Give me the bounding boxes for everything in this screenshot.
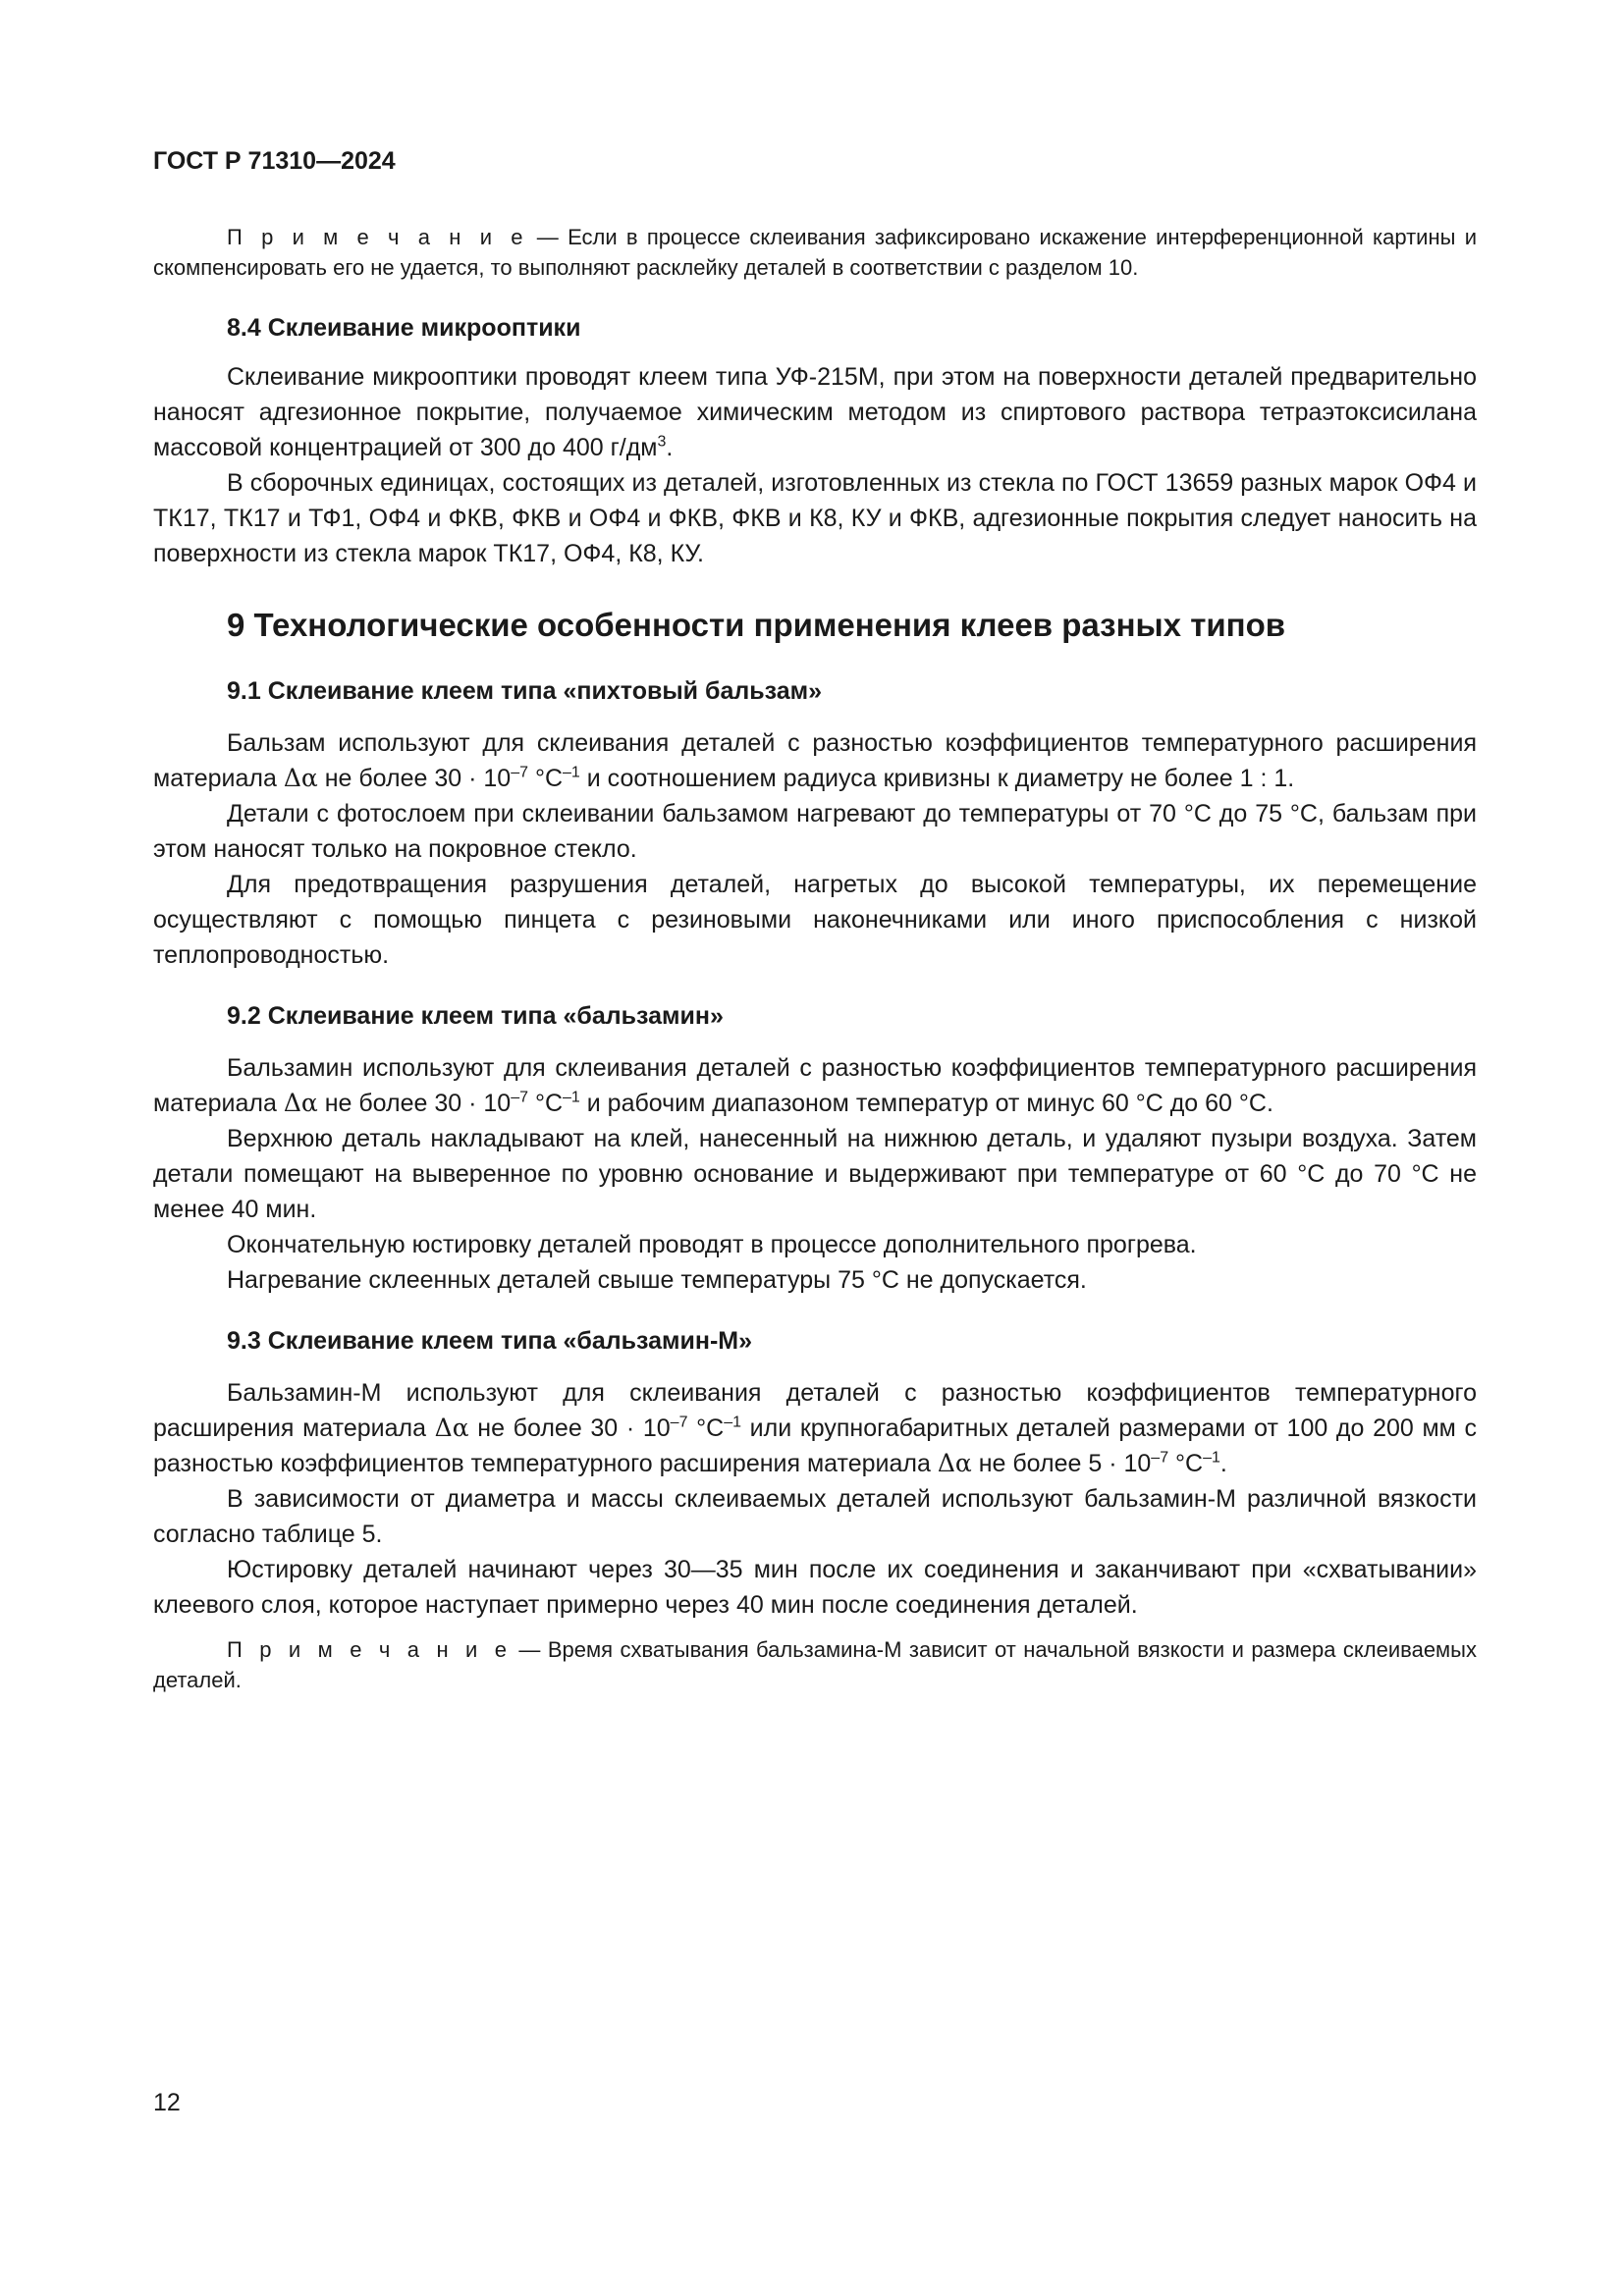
text-run: или крупногабаритных деталей размерами от 100 до 200 мм с разностью коэффициентов температурного расширения материала xyxy=(153,1415,1478,1477)
paragraph: Окончательную юстировку деталей проводят в процессе дополнительного прогрева. xyxy=(227,1231,1197,1258)
text-run: Бальзамин используют для склеивания деталей с разностью коэффициентов температурного расширения материала xyxy=(153,1054,1477,1117)
note-label: П р и м е ч а н и е xyxy=(227,225,528,249)
paragraph xyxy=(153,1050,1477,1121)
text-run: . xyxy=(666,434,674,461)
note-text: — Если в процессе склеивания зафиксировано искажение интерференционной картины и скомпенсировать его не удается, то выполняют расклейку деталей в соответствии с разделом 10. xyxy=(153,225,1477,280)
text-run: . xyxy=(1219,1450,1227,1477)
section-heading-8-4: 8.4 Склеивание микрооптики xyxy=(227,314,581,342)
section-heading-9-3: 9.3 Склеивание клеем типа «бальзамин-М» xyxy=(227,1327,753,1355)
text-run: Бальзам используют для склеивания деталей с разностью коэффициентов температурного расширения материала xyxy=(153,729,1477,792)
paragraph xyxy=(153,725,1477,796)
paragraph: Детали с фотослоем при склеивании бальзамом нагревают до температуры от 70 °С до 75 °С, бальзам при этом наносят только на покровное стекло. xyxy=(153,800,1477,863)
delta-alpha-symbol: Δα xyxy=(283,1089,318,1117)
delta-alpha-symbol: Δα xyxy=(283,764,318,792)
text-run: Склеивание микрооптики проводят клеем типа УФ-215М, при этом на поверхности деталей предварительно наносят адгезионное покрытие, получаемое химическим методом из спиртового раствора тетраэтоксисилана массовой концентрацией от 300 до 400 г/дм xyxy=(153,363,1477,461)
delta-alpha-symbol: Δα xyxy=(937,1449,972,1477)
note-paragraph xyxy=(153,222,1477,283)
text-run: °С xyxy=(1168,1450,1204,1477)
section-heading-9: 9 Технологические особенности применения клеев разных типов xyxy=(227,607,1286,643)
text-run: и соотношением радиуса кривизны к диаметру не более 1 : 1. xyxy=(579,765,1295,792)
superscript: –1 xyxy=(563,764,580,781)
superscript: –1 xyxy=(724,1414,741,1431)
paragraph xyxy=(153,1375,1477,1481)
text-run: °С xyxy=(528,765,564,792)
section-heading-9-1: 9.1 Склеивание клеем типа «пихтовый бальзам» xyxy=(227,677,822,705)
text-run: °С xyxy=(687,1415,725,1442)
paragraph xyxy=(153,359,1477,465)
superscript: 3 xyxy=(657,433,667,451)
text-run: не более 30 · 10 xyxy=(468,1415,671,1442)
superscript: –7 xyxy=(1151,1449,1169,1467)
paragraph: Верхнюю деталь накладывают на клей, нанесенный на нижнюю деталь, и удаляют пузыри воздуха. Затем детали помещают на выверенное по уровню основание и выдерживают при температуре от 60 °С до 70 °С не менее 40 мин. xyxy=(153,1125,1477,1223)
text-run: не более 5 · 10 xyxy=(971,1450,1152,1477)
superscript: –7 xyxy=(511,764,529,781)
delta-alpha-symbol: Δα xyxy=(434,1414,469,1442)
paragraph: В сборочных единицах, состоящих из деталей, изготовленных из стекла по ГОСТ 13659 разных марок ОФ4 и ТК17, ТК17 и ТФ1, ОФ4 и ФКВ, ФКВ и ОФ4 и ФКВ, ФКВ и К8, КУ и ФКВ, адгезионные покрытия следует наносить на поверхности из стекла марок ТК17, ОФ4, К8, КУ. xyxy=(153,469,1477,567)
note-paragraph xyxy=(153,1634,1477,1695)
paragraph: Для предотвращения разрушения деталей, нагретых до высокой температуры, их перемещение осуществляют с помощью пинцета с резиновыми наконечниками или иного приспособления с низкой теплопроводностью. xyxy=(153,871,1477,969)
page-content xyxy=(153,222,1477,1695)
text-run: не более 30 · 10 xyxy=(317,1090,512,1117)
section-heading-9-2: 9.2 Склеивание клеем типа «бальзамин» xyxy=(227,1002,724,1030)
superscript: –1 xyxy=(563,1089,580,1106)
superscript: –7 xyxy=(511,1089,529,1106)
text-run: не более 30 · 10 xyxy=(317,765,512,792)
paragraph: Юстировку деталей начинают через 30—35 мин после их соединения и заканчивают при «схватывании» клеевого слоя, которое наступает примерно через 40 мин после соединения деталей. xyxy=(153,1556,1477,1619)
note-label: П р и м е ч а н и е xyxy=(227,1637,512,1662)
paragraph: В зависимости от диаметра и массы склеиваемых деталей используют бальзамин-М различной вязкости согласно таблице 5. xyxy=(153,1485,1477,1548)
superscript: –7 xyxy=(670,1414,688,1431)
text-run: Бальзамин-М используют для склеивания деталей с разностью коэффициентов температурного расширения материала xyxy=(153,1379,1477,1442)
note-text: — Время схватывания бальзамина-М зависит от начальной вязкости и размера склеиваемых деталей. xyxy=(153,1637,1477,1692)
superscript: –1 xyxy=(1203,1449,1220,1467)
text-run: °С xyxy=(528,1090,564,1117)
page-number: 12 xyxy=(153,2089,181,2116)
text-run: и рабочим диапазоном температур от минус 60 °С до 60 °С. xyxy=(579,1090,1273,1117)
document-code-header: ГОСТ Р 71310—2024 xyxy=(153,147,396,175)
paragraph: Нагревание склеенных деталей свыше температуры 75 °С не допускается. xyxy=(227,1266,1087,1294)
